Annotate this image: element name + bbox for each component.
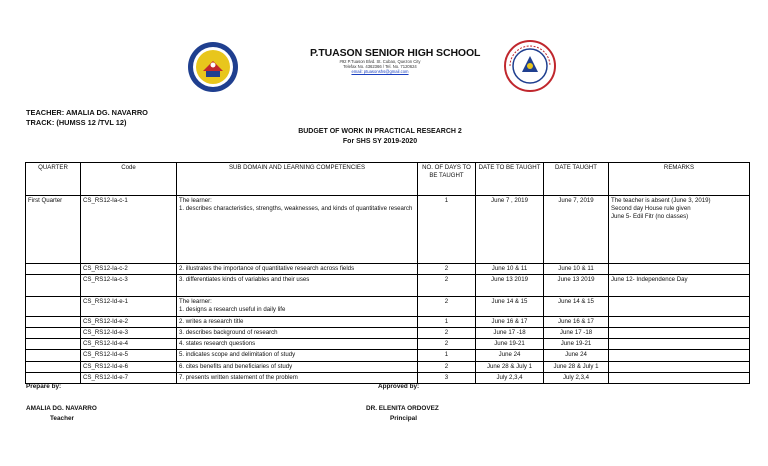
cell-date-to-teach: June 14 & 15 bbox=[476, 297, 544, 316]
school-address-block bbox=[300, 59, 460, 74]
cell-code: CS_RS12-Id-e-2 bbox=[81, 316, 177, 327]
school-email: email: ptuasonshs@gmail.com bbox=[351, 69, 409, 74]
cell-date-taught: July 2,3,4 bbox=[544, 372, 609, 383]
approver-name: DR. ELENITA ORDOVEZ bbox=[366, 405, 439, 412]
cell-quarter bbox=[26, 372, 81, 383]
table-header-row bbox=[26, 163, 750, 196]
cell-date-taught: June 16 & 17 bbox=[544, 316, 609, 327]
cell-date-to-teach: June 28 & July 1 bbox=[476, 361, 544, 372]
budget-of-work-table bbox=[25, 162, 750, 384]
cell-competency: 6. cites benefits and beneficiaries of study bbox=[177, 361, 418, 372]
column-header: QUARTER bbox=[26, 163, 81, 196]
cell-date-taught: June 17 -18 bbox=[544, 327, 609, 338]
document-subtitle: For SHS SY 2019-2020 bbox=[342, 138, 418, 145]
cell-competency: 2. illustrates the importance of quantitative research across fields bbox=[177, 264, 418, 275]
approver-role: Principal bbox=[390, 415, 417, 422]
teacher-line: TEACHER: AMALIA DG. NAVARRO bbox=[26, 108, 148, 117]
cell-date-taught: June 14 & 15 bbox=[544, 297, 609, 316]
cell-date-taught: June 7, 2019 bbox=[544, 196, 609, 264]
approved-by-label: Approved by: bbox=[378, 383, 420, 390]
cell-date-to-teach: June 13 2019 bbox=[476, 275, 544, 297]
cell-remarks bbox=[609, 297, 750, 316]
table-row bbox=[26, 264, 750, 275]
cell-days: 2 bbox=[418, 327, 476, 338]
cell-code: CS_RS12-Id-e-6 bbox=[81, 361, 177, 372]
cell-quarter bbox=[26, 361, 81, 372]
cell-code: CS_RS12-Id-e-4 bbox=[81, 339, 177, 350]
document-title: BUDGET OF WORK IN PRACTICAL RESEARCH 2 bbox=[298, 128, 462, 135]
table-row bbox=[26, 350, 750, 361]
cell-days: 1 bbox=[418, 196, 476, 264]
cell-quarter bbox=[26, 264, 81, 275]
cell-date-taught: June 24 bbox=[544, 350, 609, 361]
cell-days: 2 bbox=[418, 339, 476, 350]
cell-remarks bbox=[609, 316, 750, 327]
column-header: DATE TO BE TAUGHT bbox=[476, 163, 544, 196]
school-telefax: Telefax No. 4362366 / Tel. No. 7120624 bbox=[343, 64, 417, 69]
cell-quarter bbox=[26, 316, 81, 327]
table-row bbox=[26, 275, 750, 297]
cell-date-taught: June 28 & July 1 bbox=[544, 361, 609, 372]
table-row bbox=[26, 196, 750, 264]
cell-date-to-teach: June 17 -18 bbox=[476, 327, 544, 338]
table-row bbox=[26, 339, 750, 350]
cell-date-taught: June 19-21 bbox=[544, 339, 609, 350]
cell-quarter: First Quarter bbox=[26, 196, 81, 264]
track-line: TRACK: (HUMSS 12 /TVL 12) bbox=[26, 118, 127, 127]
cell-quarter bbox=[26, 297, 81, 316]
cell-remarks bbox=[609, 264, 750, 275]
school-address: #92 P.Tuason Blvd. St. Cubao, Quezon City bbox=[339, 59, 421, 64]
division-seal bbox=[504, 40, 556, 92]
cell-days: 2 bbox=[418, 275, 476, 297]
cell-date-to-teach: June 24 bbox=[476, 350, 544, 361]
cell-code: CS_RS12-Ia-c-1 bbox=[81, 196, 177, 264]
table-row bbox=[26, 297, 750, 316]
column-header: SUB DOMAIN AND LEARNING COMPETENCIES bbox=[177, 163, 418, 196]
cell-days: 2 bbox=[418, 297, 476, 316]
cell-competency: 7. presents written statement of the problem bbox=[177, 372, 418, 383]
column-header: DATE TAUGHT bbox=[544, 163, 609, 196]
cell-code: CS_RS12-Id-e-5 bbox=[81, 350, 177, 361]
school-logo bbox=[187, 41, 239, 93]
cell-days: 2 bbox=[418, 361, 476, 372]
cell-competency: 5. indicates scope and delimitation of study bbox=[177, 350, 418, 361]
cell-date-taught: June 13 2019 bbox=[544, 275, 609, 297]
cell-remarks bbox=[609, 327, 750, 338]
cell-days: 1 bbox=[418, 350, 476, 361]
cell-code: CS_RS12-Id-e-7 bbox=[81, 372, 177, 383]
cell-competency: 2. writes a research title bbox=[177, 316, 418, 327]
cell-quarter bbox=[26, 327, 81, 338]
prepared-by-label: Prepare by: bbox=[26, 383, 62, 390]
cell-code: CS_RS12-Id-e-3 bbox=[81, 327, 177, 338]
cell-date-to-teach: June 10 & 11 bbox=[476, 264, 544, 275]
cell-competency: The learner: 1. describes characteristics, strengths, weaknesses, and kinds of quantitative research bbox=[177, 196, 418, 264]
cell-competency: 3. describes background of research bbox=[177, 327, 418, 338]
column-header: REMARKS bbox=[609, 163, 750, 196]
cell-code: CS_RS12-Ia-c-3 bbox=[81, 275, 177, 297]
cell-remarks bbox=[609, 361, 750, 372]
cell-date-to-teach: July 2,3,4 bbox=[476, 372, 544, 383]
cell-date-to-teach: June 19-21 bbox=[476, 339, 544, 350]
preparer-name: AMALIA DG. NAVARRO bbox=[26, 405, 97, 412]
cell-competency: 3. differentiates kinds of variables and their uses bbox=[177, 275, 418, 297]
cell-remarks: The teacher is absent (June 3, 2019) Second day House rule given June 5- Edil Fitr (no classes) bbox=[609, 196, 750, 264]
cell-competency: 4. states research questions bbox=[177, 339, 418, 350]
cell-quarter bbox=[26, 339, 81, 350]
cell-code: CS_RS12-Id-e-1 bbox=[81, 297, 177, 316]
cell-date-to-teach: June 16 & 17 bbox=[476, 316, 544, 327]
cell-quarter bbox=[26, 350, 81, 361]
cell-remarks bbox=[609, 372, 750, 383]
cell-days: 2 bbox=[418, 264, 476, 275]
column-header: NO. OF DAYS TO BE TAUGHT bbox=[418, 163, 476, 196]
cell-days: 3 bbox=[418, 372, 476, 383]
preparer-role: Teacher bbox=[50, 415, 75, 422]
cell-code: CS_RS12-Ia-c-2 bbox=[81, 264, 177, 275]
cell-date-to-teach: June 7 , 2019 bbox=[476, 196, 544, 264]
table-row bbox=[26, 316, 750, 327]
table-row bbox=[26, 361, 750, 372]
cell-competency: The learner: 1. designs a research useful in daily life bbox=[177, 297, 418, 316]
cell-date-taught: June 10 & 11 bbox=[544, 264, 609, 275]
column-header: Code bbox=[81, 163, 177, 196]
cell-days: 1 bbox=[418, 316, 476, 327]
cell-quarter bbox=[26, 275, 81, 297]
cell-remarks bbox=[609, 339, 750, 350]
cell-remarks bbox=[609, 350, 750, 361]
table-row bbox=[26, 372, 750, 383]
table-row bbox=[26, 327, 750, 338]
cell-remarks: June 12- Independence Day bbox=[609, 275, 750, 297]
school-name: P.TUASON SENIOR HIGH SCHOOL bbox=[310, 47, 481, 59]
